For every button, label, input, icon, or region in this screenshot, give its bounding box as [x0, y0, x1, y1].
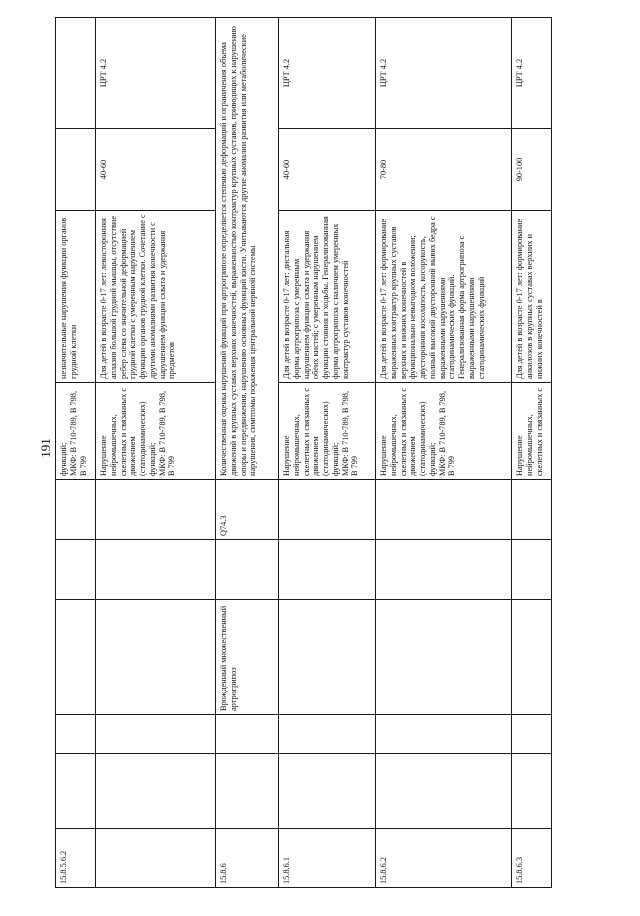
description-cell: незначительные нарушения функции органов грудной клетки [56, 211, 96, 383]
empty-cell [279, 754, 376, 829]
empty-cell [96, 715, 216, 754]
empty-cell [512, 754, 552, 829]
empty-cell [56, 715, 96, 754]
empty-cell [216, 754, 279, 829]
disability-criteria-table [55, 17, 552, 888]
row-name-cell [376, 600, 512, 715]
row-icd-cell [512, 480, 552, 540]
impairment-cell: функций; МКФ: В 710-789, В 798, В 799 [56, 383, 96, 480]
row-name-cell: Врожденный множественный артрогрипоз [216, 600, 279, 715]
table-row [216, 18, 279, 888]
empty-cell [56, 754, 96, 829]
category-cell: ЦРТ 4.2 [96, 18, 216, 129]
row-name-cell [512, 600, 552, 715]
rotated-table-wrapper [55, 18, 605, 888]
row-icd-cell [96, 480, 216, 540]
table-row [512, 18, 552, 888]
category-cell: ЦРТ 4.2 [512, 18, 552, 129]
row-name-cell [56, 600, 96, 715]
row-name-cell [96, 600, 216, 715]
empty-cell [512, 715, 552, 754]
empty-cell [96, 754, 216, 829]
category-cell [56, 18, 96, 129]
description-cell: Для детей в возрасте 0-17 лет: левосторонняя аплазия большой грудной мышцы, отсутствие ребер слева со значительной деформацией грудной клетки с умеренным нарушением функции органов грудной клетки. Сочетание с другими аномалиями развития конечности с нарушением функции схвата и удержания предметов [96, 211, 216, 383]
description-cell: Для детей в возрасте 0-17 лет: формирование анкилозов в крупных суставах верхних и нижних конечностей в [512, 211, 552, 383]
percent-cell: 70-80 [376, 129, 512, 211]
empty-cell [216, 715, 279, 754]
row-name-cell [279, 600, 376, 715]
merged-description-cell: Количественная оценка нарушений функций при артрогрипозе определяется степенью деформаций и ограничения объема движений в крупных суставах верхних конечностей, выраженностью контрактур крупных суставов, приводящих к нарушению опоры и передвижения, нарушению основных функций кисти. Учитываются другие аномалии развития или метаболические нарушения, симптомы поражения центральной нервной системы [216, 18, 279, 480]
empty-cell [279, 540, 376, 600]
page-number: 191 [37, 438, 53, 458]
empty-cell [376, 715, 512, 754]
row-icd-cell [376, 480, 512, 540]
table-row [96, 18, 216, 888]
row-code-cell: 15.8.6.1 [279, 829, 376, 888]
row-code-cell: 15.8.6.2 [376, 829, 512, 888]
empty-cell [512, 540, 552, 600]
row-code-cell: 15.8.5.6.2 [56, 829, 96, 888]
impairment-cell: Нарушение нейромышечных, скелетных и связанных с [512, 383, 552, 480]
description-cell: Для детей в возрасте 0-17 лет: дистальная форма артрогрипоза с умеренным нарушением функции схвата и удержания обеих кистей; с умеренным нарушением функции стояния и ходьбы. Генерализованная форма артрогрипоза с наличием умеренных контрактур суставов конечностей [279, 211, 376, 383]
description-cell: Для детей в возрасте 0-17 лет: формирование выраженных контрактур крупных суставов верхних и нижних конечностей в функционально невыгодном положении; двусторонняя косолапость, косорукость, полный высокий двусторонний вывих бедра с выраженными нарушениями статодинамических функций. Генерализованная форма артрогрипоза с выраженными нарушениями статодинамических функций [376, 211, 512, 383]
row-icd-cell [279, 480, 376, 540]
row-icd-cell [56, 480, 96, 540]
empty-cell [216, 540, 279, 600]
row-code-cell: 15.8.6 [216, 829, 279, 888]
row-code-cell: 15.8.6.3 [512, 829, 552, 888]
percent-cell: 40-60 [96, 129, 216, 211]
empty-cell [96, 540, 216, 600]
table-row [56, 18, 96, 888]
impairment-cell: Нарушение нейромышечных, скелетных и связанных с движением (статодинамических) функций; МКФ: В 710-789, В 798, В 799 [96, 383, 216, 480]
empty-cell [279, 715, 376, 754]
percent-cell: 40-60 [279, 129, 376, 211]
empty-cell [376, 754, 512, 829]
category-cell: ЦРТ 4.2 [279, 18, 376, 129]
percent-cell [56, 129, 96, 211]
row-icd-cell: Q74.3 [216, 480, 279, 540]
percent-cell: 90-100 [512, 129, 552, 211]
empty-cell [56, 540, 96, 600]
row-code-cell [96, 829, 216, 888]
table-row [376, 18, 512, 888]
impairment-cell: Нарушение нейромышечных, скелетных и связанных с движением (статодинамических) функций; МКФ: В 710-789, В 798, В 799 [279, 383, 376, 480]
empty-cell [376, 540, 512, 600]
table-row [279, 18, 376, 888]
impairment-cell: Нарушение нейромышечных, скелетных и связанных с движением (статодинамических) функций; МКФ: В 710-789, В 798, В 799 [376, 383, 512, 480]
category-cell: ЦРТ 4.2 [376, 18, 512, 129]
